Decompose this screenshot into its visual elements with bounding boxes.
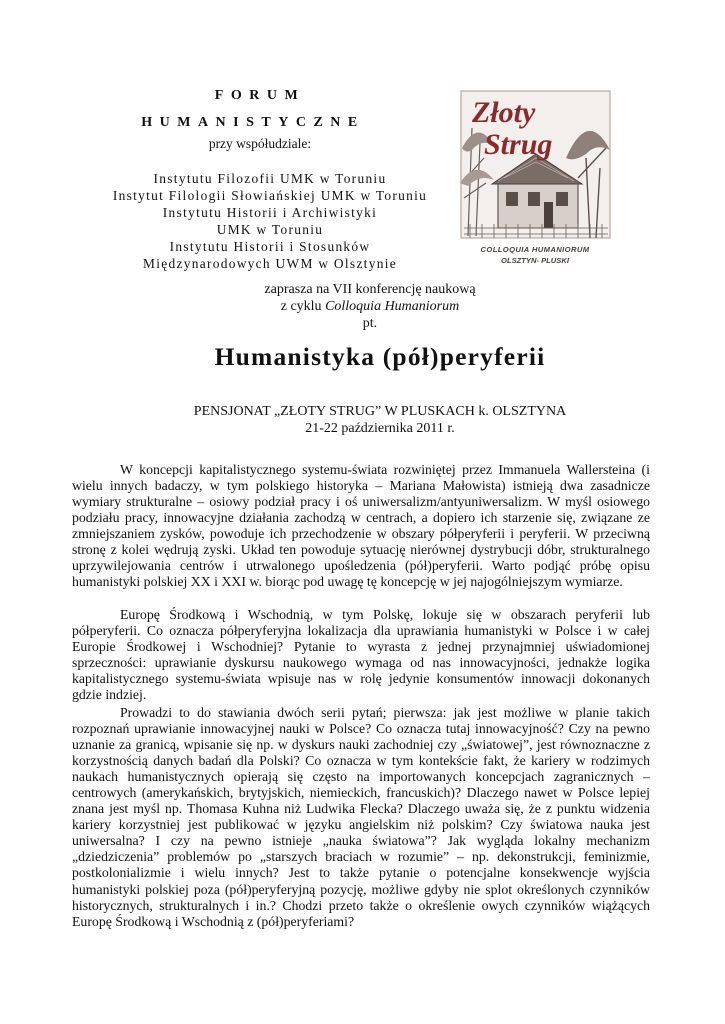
body-paragraph: Prowadzi to do stawiania dwóch serii pytań; pierwsza: jak jest możliwe w planie takich rozpoznań uprawianie innowacyjnej nauki w Polsce? Co oznacza tutaj innowacyjność? Czy na pewno uznanie za granicą, wpisanie się np. w dyskurs nauki zachodniej czy „światowej”, jest równoznaczne z korzystnością danych badań dla Polski? Co oznacza w tym kontekście fakt, że kariery w rodzimych naukach humanistycznych opierają się często na importowanych koncepcjach zagranicznych – centrowych (amerykańskich, brytyjskich, niemieckich, francuskich)? Dlaczego nawet w Polsce lepiej znana jest myśl np. Thomasa Kuhna niż Ludwika Flecka? Dlaczego uważa się, że z punktu widzenia kariery korzystniej jest publikować w języku angielskim niż polskim? Czy światowa nauka jest uniwersalna? I czy na pewno istnieje „nauka światowa”? Jak wygląda lokalny mechanizm „dziedziczenia” problemów po „starszych braciach w rozumie” – np. dekonstrukcji, feminizmie, postkolonializmie i wielu innych? Jest to także pytanie o potencjalne konsekwencje wyjścia humanistyki polskiej poza (pół)peryferyjną pozycję, możliwe gdyby nie splot określonych czynników historycznych, strukturalnych i in.? Chodzi przeto także o określenie owych czynników wiążących Europę Środkową i Wschodnią z (pół)peryferiami?: [72, 705, 650, 929]
institute-line: Instytutu Historii i Stosunków: [169, 239, 371, 254]
body-paragraph: W koncepcji kapitalistycznego systemu-świata rozwiniętej przez Immanuela Wallersteina (i wielu innych badaczy, w tym polskiego historyka – Mariana Małowista) istnieją dwa zasadnicze wymiary strukturalne – osiowy podział pracy i oś uniwersalizm/antyuniwersalizm. W myśl osiowego podziału pracy, innowacyjne działania zachodzą w centrach, a dopiero ich starzenie się, związane ze zmniejszaniem zysków, powoduje ich przechodzenie w obszary półperyferii i peryferii. W przeciwną stronę z kolei wędrują zyski. Układ ten powoduje sytuację nierównej dystrybucji dóbr, strukturalnego uprzywilejowania centrów i utrwalonego upośledzenia (pół)peryferii. Warto podjąć próbę opisu humanistyki polskiej XX i XXI w. biorąc pod uwagę tę koncepcję w jej najogólniejszym wymiarze.: [72, 462, 650, 590]
invitation-line: pt.: [362, 316, 378, 331]
venue-place: PENSJONAT „ZŁOTY STRUG” W PLUSKACH k. OLSZTYNA: [193, 404, 567, 419]
venue-date: 21-22 października 2011 r.: [305, 421, 455, 436]
cooperation-label: przy współudziale:: [208, 136, 312, 151]
logo-illustration: [458, 88, 613, 270]
logo-title-line1: Złoty: [472, 96, 536, 129]
invitation-prefix: z cyklu: [280, 299, 326, 314]
zloty-strug-logo: [458, 88, 613, 270]
logo-caption-line2: OLSZTYN- PLUSKI: [501, 256, 569, 265]
conference-title: Humanistyka (pół)peryferii: [214, 342, 546, 371]
series-name: Colloquia Humaniorum: [325, 299, 460, 314]
logo-title-line2: Strug: [484, 128, 553, 161]
invitation-line: [200, 299, 540, 316]
forum-heading: FORUM: [214, 88, 306, 103]
institute-line: Instytutu Historii i Archiwistyki: [162, 205, 378, 220]
logo-caption-line1: COLLOQUIA HUMANIORUM: [480, 245, 590, 254]
body-paragraph: Europę Środkową i Wschodnią, w tym Polskę, lokuje się w obszarach peryferii lub półperyferii. Co oznacza półperyferyjna lokalizacja dla uprawiania humanistyki w Polsce i w całej Europie Środkowej i Wschodniej? Pytanie to wyrasta z jednej przynajmniej uświadomionej sprzeczności: uprawianie dyskursu naukowego wymaga od nas innowacyjności, jednakże logika kapitalistycznego systemu-świata wpisuje nas w rolę jedynie konsumentów innowacji dokonanych gdzie indziej.: [72, 607, 650, 703]
institute-line: Instytut Filologii Słowiańskiej UMK w Toruniu: [112, 188, 428, 203]
invitation-line: zaprasza na VII konferencję naukową: [264, 282, 476, 297]
institute-line: Międzynarodowych UWM w Olsztynie: [143, 256, 397, 271]
humanistyczne-heading: HUMANISTYCZNE: [141, 115, 365, 130]
institute-line: UMK w Toruniu: [216, 222, 324, 237]
institute-line: Instytutu Filozofii UMK w Toruniu: [153, 171, 387, 186]
